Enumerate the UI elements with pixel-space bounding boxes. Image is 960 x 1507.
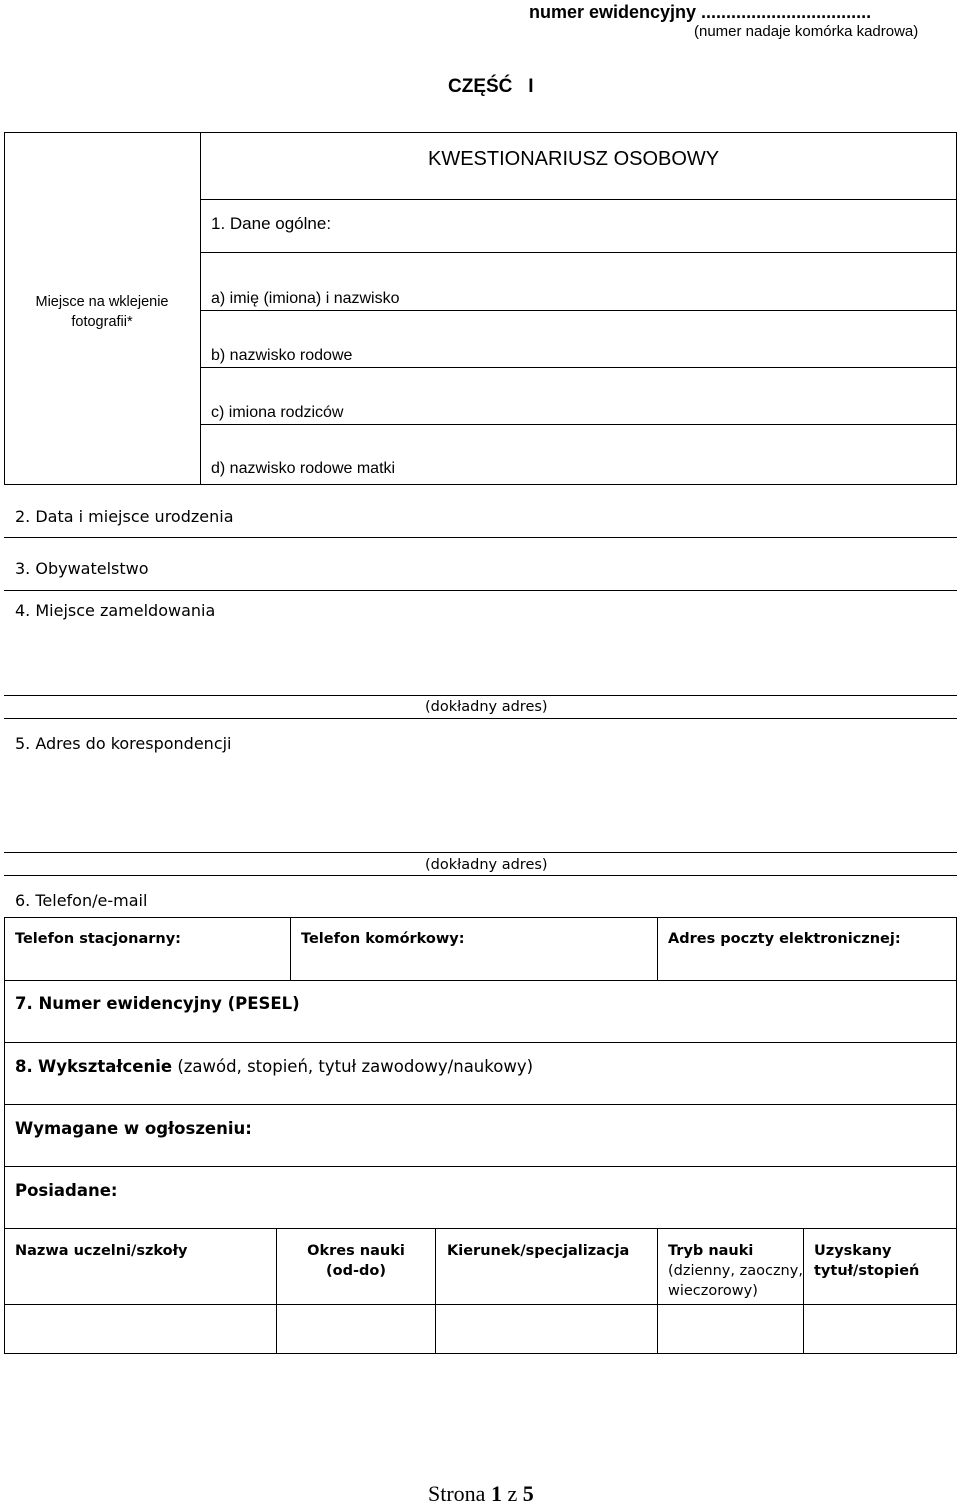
- form-title: KWESTIONARIUSZ OSOBOWY: [428, 148, 720, 170]
- photo-column-divider: [200, 132, 201, 485]
- landline-phone-label: Telefon stacjonarny:: [15, 931, 181, 947]
- section-5-label: 5. Adres do korespondencji: [15, 734, 232, 753]
- photo-placeholder-label: Miejsce na wklejenie fotografii*: [35, 294, 169, 330]
- email-label: Adres poczty elektronicznej:: [668, 931, 901, 947]
- section-8-number: 8.: [15, 1057, 33, 1076]
- col-header-school: Nazwa uczelni/szkoły: [15, 1243, 188, 1259]
- possessed-education-label: Posiadane:: [15, 1181, 118, 1200]
- landline-phone-input[interactable]: [6, 952, 289, 978]
- section-3-label: 3. Obywatelstwo: [15, 559, 149, 578]
- id-number-label: numer ewidencyjny ..................................: [529, 2, 872, 22]
- section-8-title: Wykształcenie: [38, 1057, 173, 1076]
- exact-address-note-1: (dokładny adres): [425, 699, 548, 715]
- section-8-subtitle: (zawód, stopień, tytuł zawodowy/naukowy): [177, 1057, 534, 1076]
- parents-names-input[interactable]: [420, 369, 955, 422]
- section-8-label: [15, 1057, 533, 1076]
- field-label-parents-names: c) imiona rodziców: [211, 404, 344, 421]
- col-header-study-mode: Tryb nauki (dzienny, zaoczny, wieczorowy): [668, 1243, 803, 1299]
- required-education-input[interactable]: [250, 1106, 955, 1164]
- section-6-label: 6. Telefon/e-mail: [15, 891, 148, 910]
- pesel-input[interactable]: [300, 982, 955, 1040]
- study-period-cell[interactable]: [278, 1306, 434, 1352]
- study-mode-cell[interactable]: [659, 1306, 802, 1352]
- mobile-phone-input[interactable]: [292, 952, 656, 978]
- field-of-study-cell[interactable]: [437, 1306, 656, 1352]
- field-label-mother-maiden-name: d) nazwisko rodowe matki: [211, 460, 396, 477]
- registered-address-input[interactable]: [4, 630, 957, 695]
- page-number: Strona 1 z 5: [428, 1481, 534, 1506]
- email-input[interactable]: [659, 952, 955, 978]
- part-heading: CZĘŚĆ I: [448, 76, 534, 97]
- school-name-cell[interactable]: [6, 1306, 275, 1352]
- section-7-label: 7. Numer ewidencyjny (PESEL): [15, 994, 300, 1013]
- col-header-period: Okres nauki (od-do): [307, 1243, 405, 1279]
- mother-maiden-name-input[interactable]: [420, 426, 955, 483]
- section-4-label: 4. Miejsce zameldowania: [15, 601, 216, 620]
- field-label-name: a) imię (imiona) i nazwisko: [211, 290, 400, 307]
- section-2-label: 2. Data i miejsce urodzenia: [15, 507, 234, 526]
- mobile-phone-label: Telefon komórkowy:: [301, 931, 465, 947]
- citizenship-input[interactable]: [180, 541, 957, 589]
- exact-address-note-2: (dokładny adres): [425, 857, 548, 873]
- required-education-label: Wymagane w ogłoszeniu:: [15, 1119, 252, 1138]
- name-input[interactable]: [420, 254, 955, 308]
- possessed-education-input[interactable]: [130, 1168, 955, 1226]
- id-number-note: (numer nadaje komórka kadrowa): [694, 23, 919, 40]
- birth-date-place-input[interactable]: [260, 490, 957, 536]
- col-header-degree: Uzyskany tytuł/stopień: [814, 1243, 920, 1279]
- col-header-field-of-study: Kierunek/specjalizacja: [447, 1243, 630, 1259]
- field-label-family-name: b) nazwisko rodowe: [211, 347, 353, 364]
- section-1-heading: 1. Dane ogólne:: [211, 214, 332, 233]
- correspondence-address-input[interactable]: [4, 764, 957, 852]
- degree-cell[interactable]: [805, 1306, 955, 1352]
- photo-area[interactable]: [6, 254, 199, 483]
- family-name-input[interactable]: [420, 312, 955, 365]
